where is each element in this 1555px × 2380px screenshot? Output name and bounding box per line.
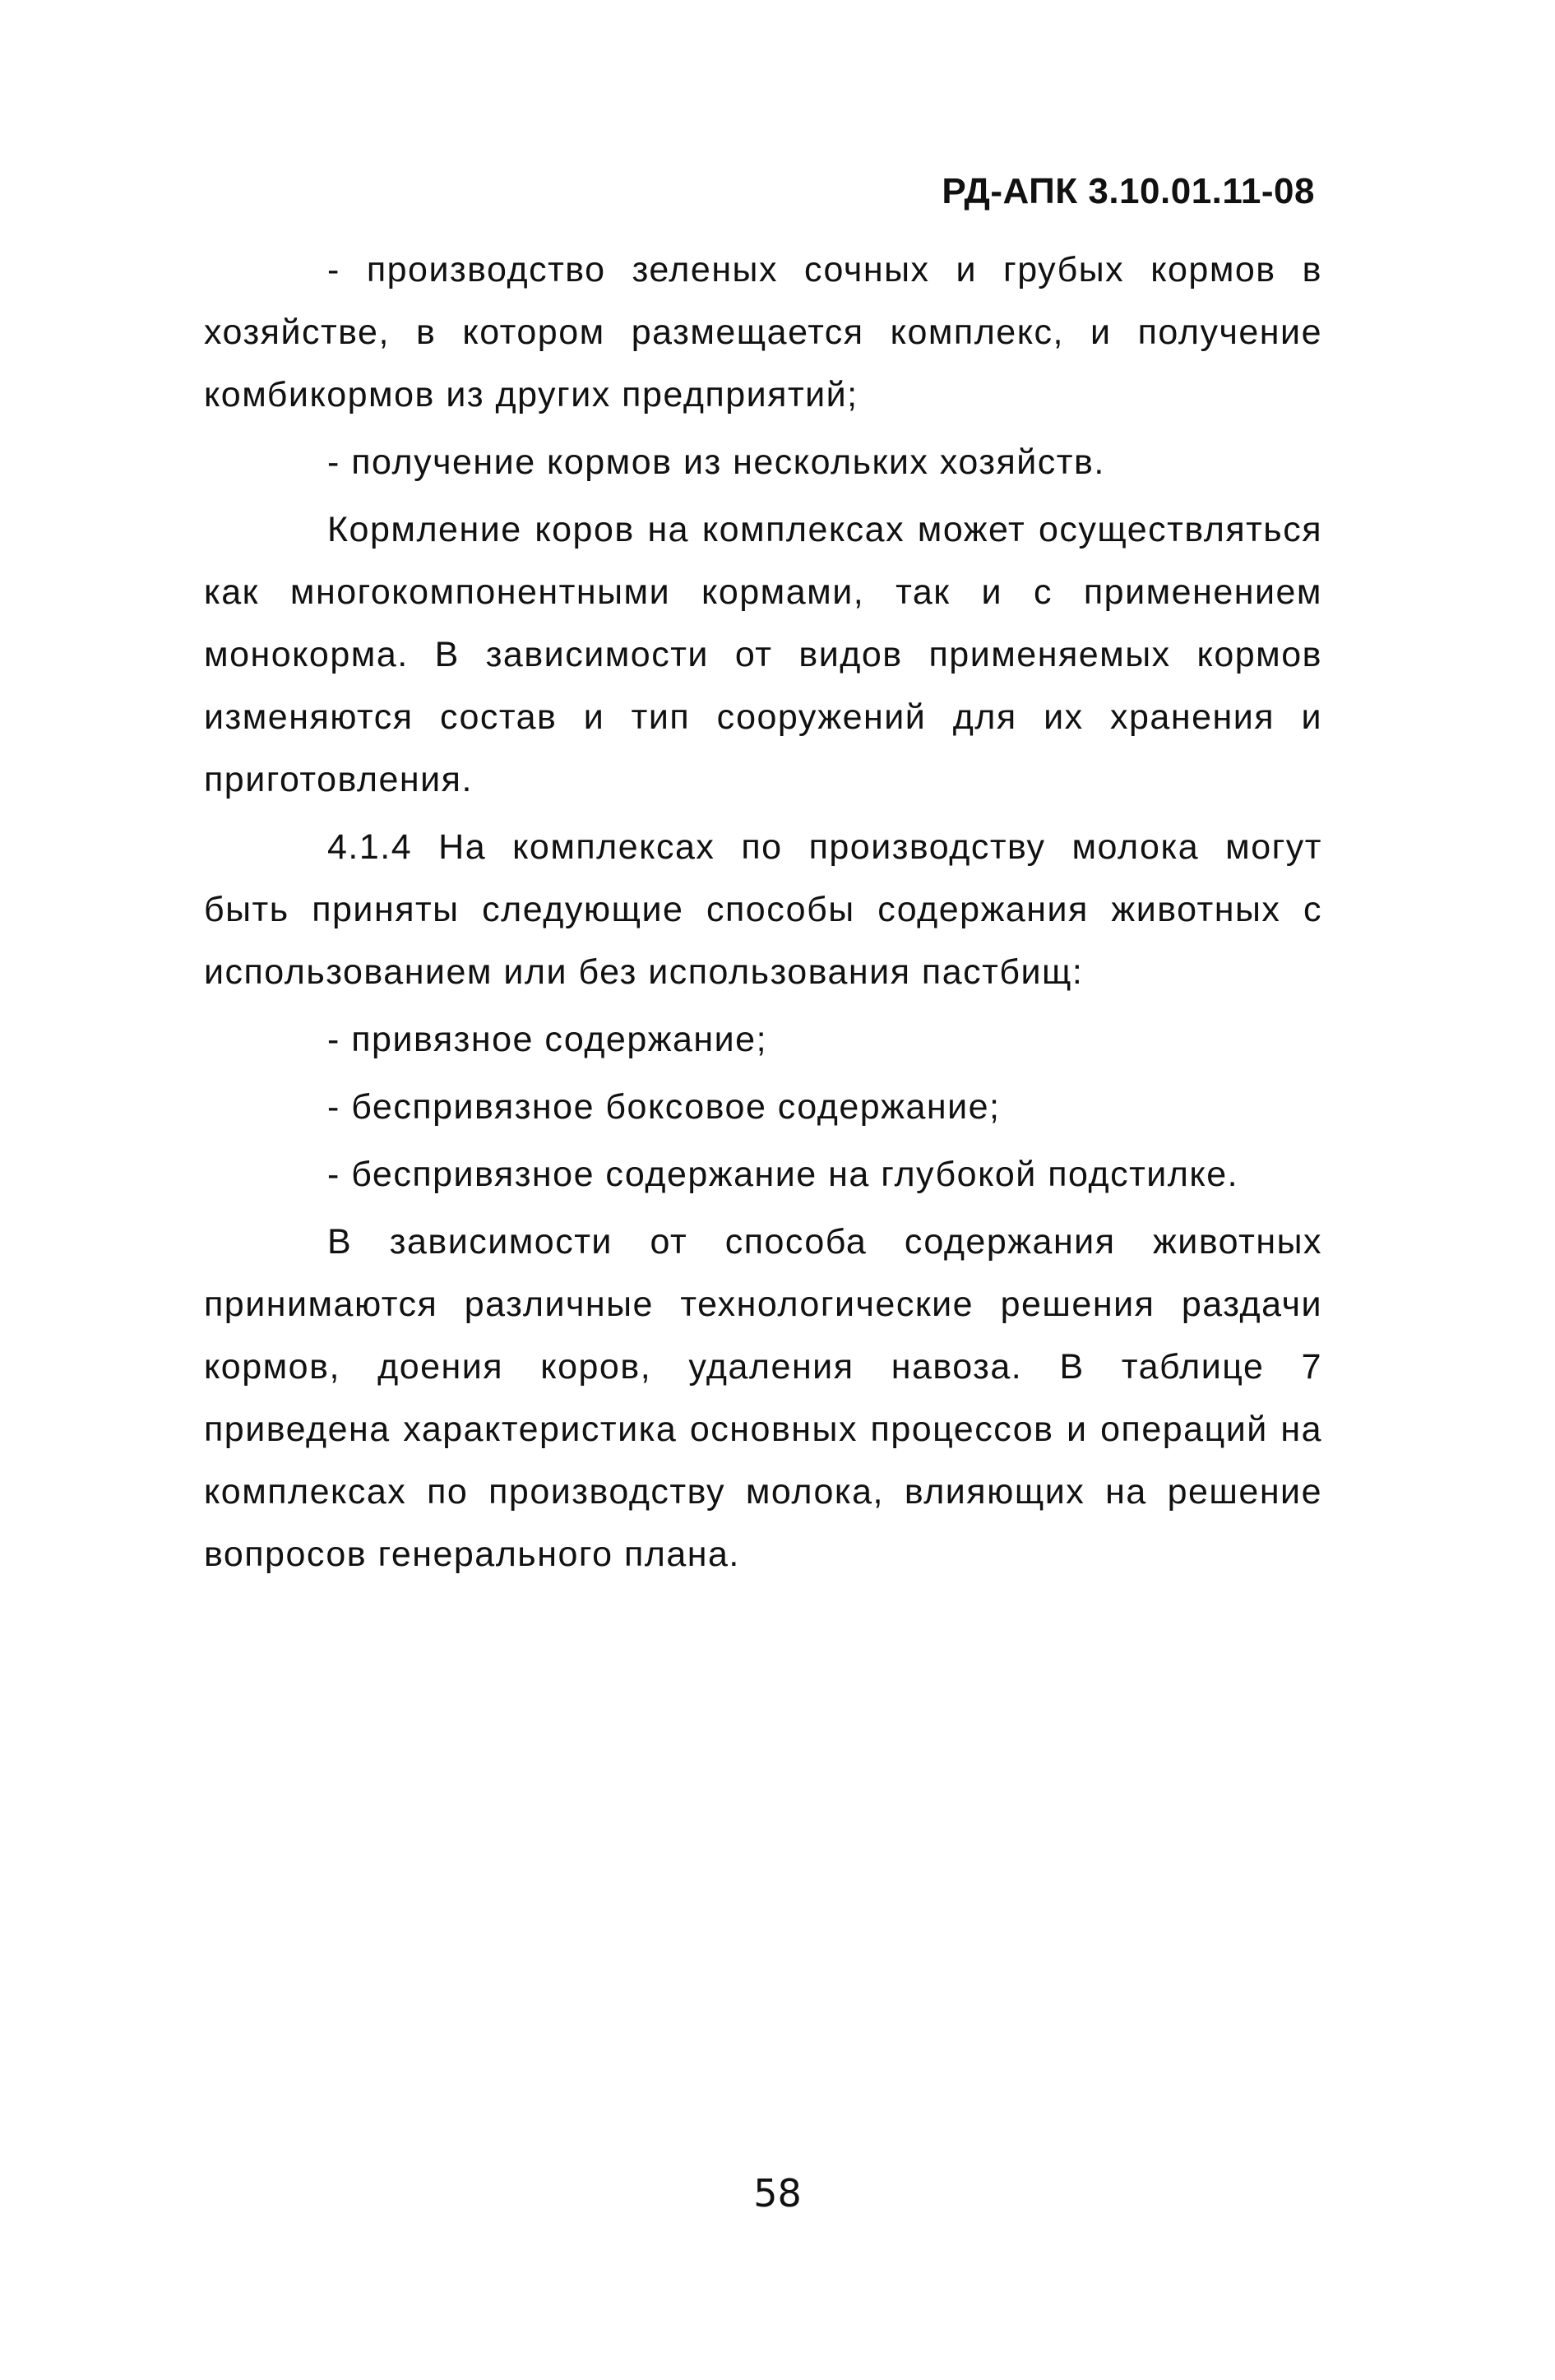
- list-item-deep-litter-housing: - беспривязное содержание на глубокой подстилке.: [327, 1155, 1239, 1194]
- paragraph-feeding-cows: Кормление коров на комплексах может осуществляться как многокомпонентными кормами, так и с применением монокорма. В зависимости от видов применяемых кормов изменяются состав и тип сооружений для их хранения и приготовления.: [204, 510, 1322, 799]
- list-item-tethered-housing: - привязное содержание;: [327, 1020, 768, 1059]
- page-number: 58: [753, 2171, 802, 2216]
- document-body: [204, 238, 1322, 1586]
- document-code: РД-АПК 3.10.01.11-08: [942, 171, 1315, 211]
- paragraph-technological-solutions: В зависимости от способа содержания животных принимаются различные технологические решения раздачи кормов, доения коров, удаления навоза. В таблице 7 приведена характеристика основных процессов и операций на комплексах по производству молока, влияющих на решение вопросов генерального плана.: [204, 1222, 1322, 1574]
- list-item-loose-box-housing: - беспривязное боксовое содержание;: [327, 1087, 1001, 1127]
- paragraph-feed-production: - производство зеленых сочных и грубых кормов в хозяйстве, в котором размещается комплекс, и получение комбикормов из других предприятий;: [204, 250, 1322, 414]
- paragraph-section-4-1-4: 4.1.4 На комплексах по производству молока могут быть приняты следующие способы содержания животных с использованием или без использования пастбищ:: [204, 827, 1322, 992]
- paragraph-feed-multiple-farms: - получение кормов из нескольких хозяйств.: [327, 442, 1105, 482]
